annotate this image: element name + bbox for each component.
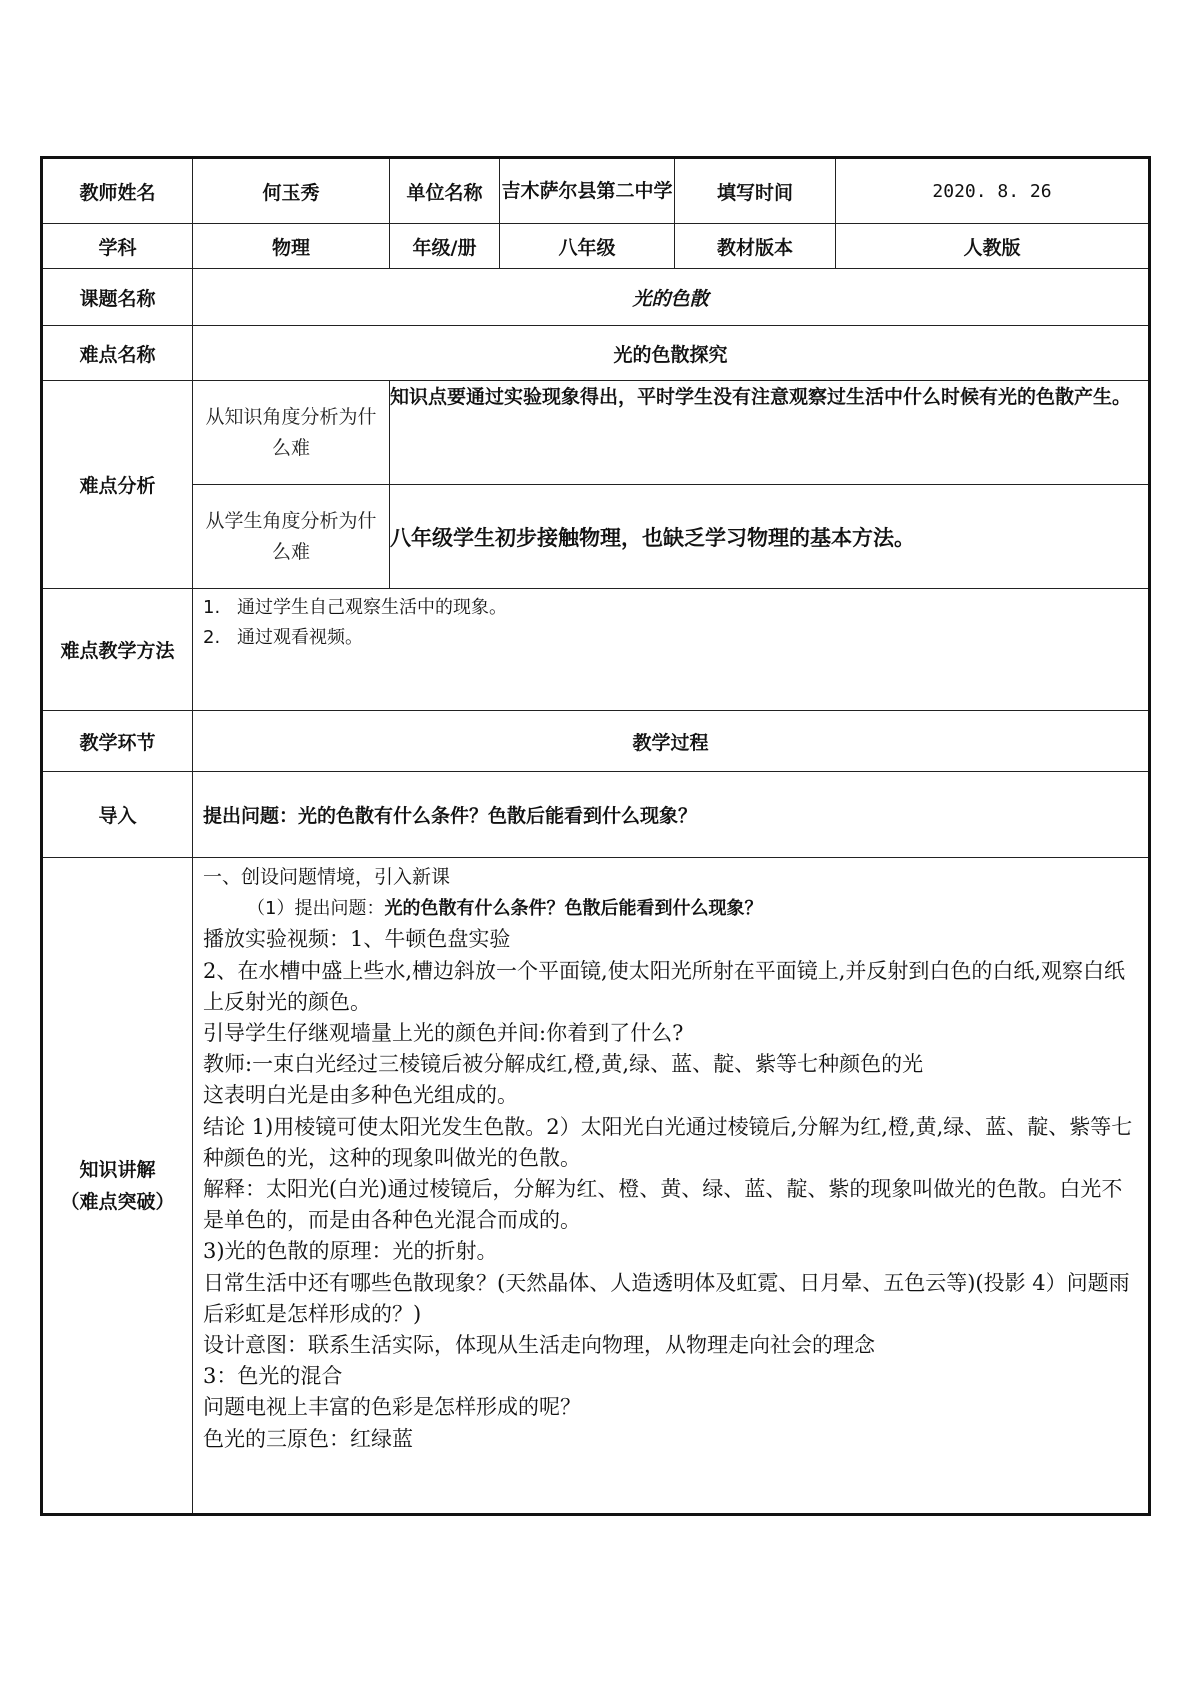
- method-item-number: 1.: [203, 597, 221, 618]
- row-topic: [42, 269, 1150, 326]
- row-process-header: [42, 711, 1150, 772]
- lecture-line: 问题电视上丰富的色彩是怎样形成的呢？: [203, 1395, 581, 1420]
- lecture-line: 色光的三原色：红绿蓝: [203, 1426, 413, 1451]
- knowledge-angle-label: 从知识角度分析为什么难: [193, 381, 390, 485]
- unit-name-label: 单位名称: [390, 158, 500, 224]
- knowledge-angle-text: 知识点要通过实验现象得出，平时学生没有注意观察过生活中什么时候有光的色散产生。: [390, 381, 1150, 485]
- row-analysis-knowledge: [42, 381, 1150, 485]
- lecture-line: 这表明白光是由多种色光组成的。: [203, 1083, 518, 1108]
- topic-label: 课题名称: [42, 269, 193, 326]
- lecture-line: 3：色光的混合: [203, 1364, 343, 1389]
- row-analysis-student: [42, 485, 1150, 589]
- lecture-line: 3)光的色散的原理：光的折射。: [203, 1239, 498, 1264]
- lesson-plan-table: [40, 156, 1151, 1516]
- student-angle-text: 八年级学生初步接触物理，也缺乏学习物理的基本方法。: [390, 485, 1150, 589]
- process-step-label: 教学环节: [42, 711, 193, 772]
- method-item-text: 通过学生自己观察生活中的现象。: [237, 597, 507, 618]
- methods-list: [193, 589, 1150, 711]
- edition-value: 人教版: [836, 224, 1150, 269]
- row-lecture: [42, 858, 1150, 1515]
- subject-value: 物理: [193, 224, 390, 269]
- edition-label: 教材版本: [675, 224, 836, 269]
- lecture-label-line1: 知识讲解: [79, 1158, 156, 1181]
- lecture-line: 引导学生仔继观墙量上光的颜色并间:你着到了什么?: [203, 1021, 684, 1046]
- lecture-heading: 一、创设问题情境，引入新课: [203, 866, 451, 888]
- method-item-text: 通过观看视频。: [237, 627, 363, 648]
- lecture-label: [42, 858, 193, 1515]
- method-item-number: 2.: [203, 627, 221, 648]
- process-header-value: 教学过程: [193, 711, 1150, 772]
- lecture-line: 教师:一束白光经过三棱镜后被分解成红,橙,黄,绿、蓝、靛、紫等七种颜色的光: [203, 1052, 924, 1077]
- lecture-question: [203, 893, 1136, 924]
- topic-value: 光的色散: [193, 269, 1150, 326]
- analysis-label: 难点分析: [42, 381, 193, 589]
- lecture-question-prefix: （1）提出问题：: [247, 898, 385, 920]
- teacher-name-value: 何玉秀: [193, 158, 390, 224]
- intro-text: 提出问题：光的色散有什么条件？色散后能看到什么现象？: [193, 772, 1150, 858]
- difficulty-name-label: 难点名称: [42, 326, 193, 381]
- intro-label: 导入: [42, 772, 193, 858]
- row-teacher-info: [42, 158, 1150, 224]
- row-subject-info: [42, 224, 1150, 269]
- lecture-label-line2: （难点突破）: [60, 1190, 175, 1213]
- difficulty-name-value: 光的色散探究: [193, 326, 1150, 381]
- lecture-line: 设计意图：联系生活实际，体现从生活走向物理，从物理走向社会的理念: [203, 1333, 875, 1358]
- lecture-line: 播放实验视频：1、牛顿色盘实验: [203, 927, 511, 952]
- method-item: [203, 623, 1138, 653]
- row-difficulty-name: [42, 326, 1150, 381]
- lecture-line: 解释：太阳光(白光)通过棱镜后，分解为红、橙、黄、绿、蓝、靛、紫的现象叫做光的色散。白光不是单色的，而是由各种色光混合而成的。: [203, 1177, 1123, 1233]
- lecture-line: 结论 1)用棱镜可使太阳光发生色散。2）太阳光白光通过棱镜后,分解为红,橙,黄,绿、蓝、靛、紫等七种颜色的光，这种的现象叫做光的色散。: [203, 1114, 1133, 1170]
- lecture-question-bold: 光的色散有什么条件？色散后能看到什么现象？: [384, 898, 763, 920]
- grade-value: 八年级: [500, 224, 675, 269]
- method-item: [203, 593, 1138, 623]
- lecture-line: 日常生活中还有哪些色散现象？(天然晶体、人造透明体及虹霓、日月晕、五色云等)(投影 4）问题雨后彩虹是怎样形成的？): [203, 1270, 1130, 1326]
- fill-date-label: 填写时间: [675, 158, 836, 224]
- lecture-content: [193, 858, 1150, 1515]
- fill-date-value: 2020. 8. 26: [836, 158, 1150, 224]
- methods-label: 难点教学方法: [42, 589, 193, 711]
- unit-name-value: 吉木萨尔县第二中学: [500, 158, 675, 224]
- lecture-line: 2、在水槽中盛上些水,槽边斜放一个平面镜,使太阳光所射在平面镜上,并反射到白色的白纸,观察白纸上反射光的颜色。: [203, 958, 1126, 1014]
- grade-label: 年级/册: [390, 224, 500, 269]
- student-angle-label: 从学生角度分析为什么难: [193, 485, 390, 589]
- teacher-name-label: 教师姓名: [42, 158, 193, 224]
- subject-label: 学科: [42, 224, 193, 269]
- row-intro: [42, 772, 1150, 858]
- row-methods: [42, 589, 1150, 711]
